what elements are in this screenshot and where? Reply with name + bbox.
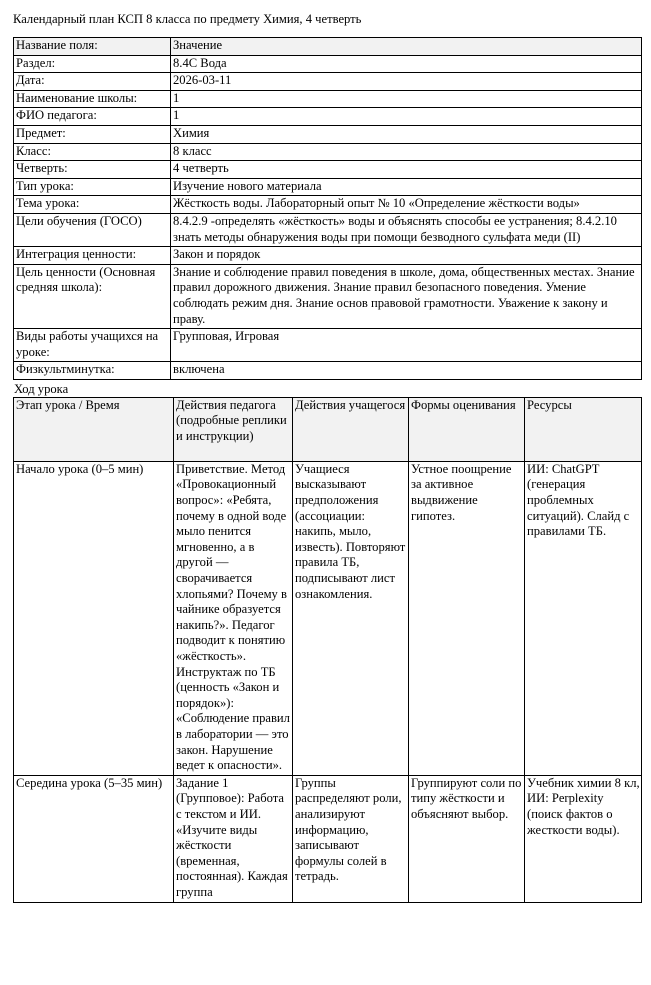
- info-row-topic: [14, 196, 642, 214]
- info-row-class: [14, 143, 642, 161]
- info-label: Дата:: [14, 73, 171, 91]
- info-value: 2026-03-11: [171, 73, 642, 91]
- info-label: Четверть:: [14, 161, 171, 179]
- info-row-work-types: [14, 329, 642, 362]
- info-label: Виды работы учащихся на уроке:: [14, 329, 171, 362]
- info-value: 8 класс: [171, 143, 642, 161]
- teacher-actions-cell: Задание 1 (Групповое): Работа с текстом и ИИ. «Изучите виды жёсткости (временная, постоянная). Каждая группа: [174, 775, 293, 902]
- info-row-subject: [14, 125, 642, 143]
- info-value: 8.4C Вода: [171, 55, 642, 73]
- stage-cell: Начало урока (0–5 мин): [14, 461, 174, 775]
- info-header-row: [14, 38, 642, 56]
- section-title: Ход урока: [14, 381, 69, 396]
- lesson-info-table: [13, 37, 642, 380]
- info-value: Знание и соблюдение правил поведения в школе, дома, общественных местах. Знание правил дорожного движения. Знание правил безопасного поведения. Умение соблюдать режим дня. Знание основ правовой грамотности. Уважение к закону и праву.: [171, 264, 642, 328]
- info-row-value-integration: [14, 247, 642, 265]
- info-row-quarter: [14, 161, 642, 179]
- header-student-actions: Действия учащегося: [293, 397, 409, 461]
- info-value: Закон и порядок: [171, 247, 642, 265]
- header-resources: Ресурсы: [525, 397, 642, 461]
- info-row-date: [14, 73, 642, 91]
- info-row-teacher: [14, 108, 642, 126]
- info-value: Изучение нового материала: [171, 178, 642, 196]
- info-row-section: [14, 55, 642, 73]
- info-row-physical-break: [14, 362, 642, 380]
- info-header-field: Название поля:: [14, 38, 171, 56]
- info-label: Раздел:: [14, 55, 171, 73]
- header-stage: Этап урока / Время: [14, 397, 174, 461]
- info-value: 1: [171, 108, 642, 126]
- info-value: 1: [171, 90, 642, 108]
- info-value: 4 четверть: [171, 161, 642, 179]
- info-label: Интеграция ценности:: [14, 247, 171, 265]
- lesson-header-row: [14, 397, 642, 461]
- info-label: Тип урока:: [14, 178, 171, 196]
- info-label: Тема урока:: [14, 196, 171, 214]
- lesson-row-middle: [14, 775, 642, 902]
- info-value: Жёсткость воды. Лабораторный опыт № 10 «Определение жёсткости воды»: [171, 196, 642, 214]
- info-row-goals: [14, 213, 642, 246]
- info-label: Физкультминутка:: [14, 362, 171, 380]
- info-value: Групповая, Игровая: [171, 329, 642, 362]
- info-row-school: [14, 90, 642, 108]
- lesson-flow-table: [13, 397, 642, 903]
- resources-cell: Учебник химии 8 кл, ИИ: Perplexity (поиск фактов о жесткости воды).: [525, 775, 642, 902]
- info-label: Наименование школы:: [14, 90, 171, 108]
- info-header-value: Значение: [171, 38, 642, 56]
- info-label: ФИО педагога:: [14, 108, 171, 126]
- info-value: Химия: [171, 125, 642, 143]
- student-actions-cell: Группы распределяют роли, анализируют информацию, записывают формулы солей в тетрадь.: [293, 775, 409, 902]
- header-teacher-actions: Действия педагога (подробные реплики и инструкции): [174, 397, 293, 461]
- info-row-lesson-type: [14, 178, 642, 196]
- stage-cell: Середина урока (5–35 мин): [14, 775, 174, 902]
- info-value: включена: [171, 362, 642, 380]
- resources-cell: ИИ: ChatGPT (генерация проблемных ситуаций). Слайд с правилами ТБ.: [525, 461, 642, 775]
- info-row-value-goal: [14, 264, 642, 328]
- info-value: 8.4.2.9 -определять «жёсткость» воды и объяснять способы ее устранения; 8.4.2.10 знать методы обнаружения воды при помощи безводного сульфата меди (II): [171, 213, 642, 246]
- student-actions-cell: Учащиеся высказывают предположения (ассоциации: накипь, мыло, известь). Повторяют правила ТБ, подписывают лист ознакомления.: [293, 461, 409, 775]
- teacher-actions-cell: Приветствие. Метод «Провокационный вопрос»: «Ребята, почему в одной воде мыло пенится мгновенно, а в другой — сворачивается хлопьями? Почему в чайнике образуется накипь?». Педагог подводит к понятию «жёсткость». Инструктаж по ТБ (ценность «Закон и порядок»): «Соблюдение правил в лаборатории — это закон. Нарушение ведет к опасности».: [174, 461, 293, 775]
- info-label: Цель ценности (Основная средняя школа):: [14, 264, 171, 328]
- info-label: Класс:: [14, 143, 171, 161]
- header-assessment: Формы оценивания: [409, 397, 525, 461]
- assessment-cell: Устное поощрение за активное выдвижение гипотез.: [409, 461, 525, 775]
- info-label: Предмет:: [14, 125, 171, 143]
- lesson-row-start: [14, 461, 642, 775]
- info-label: Цели обучения (ГОСО): [14, 213, 171, 246]
- assessment-cell: Группируют соли по типу жёсткости и объясняют выбор.: [409, 775, 525, 902]
- document-title: Календарный план КСП 8 класса по предмету Химия, 4 четверть: [13, 12, 362, 26]
